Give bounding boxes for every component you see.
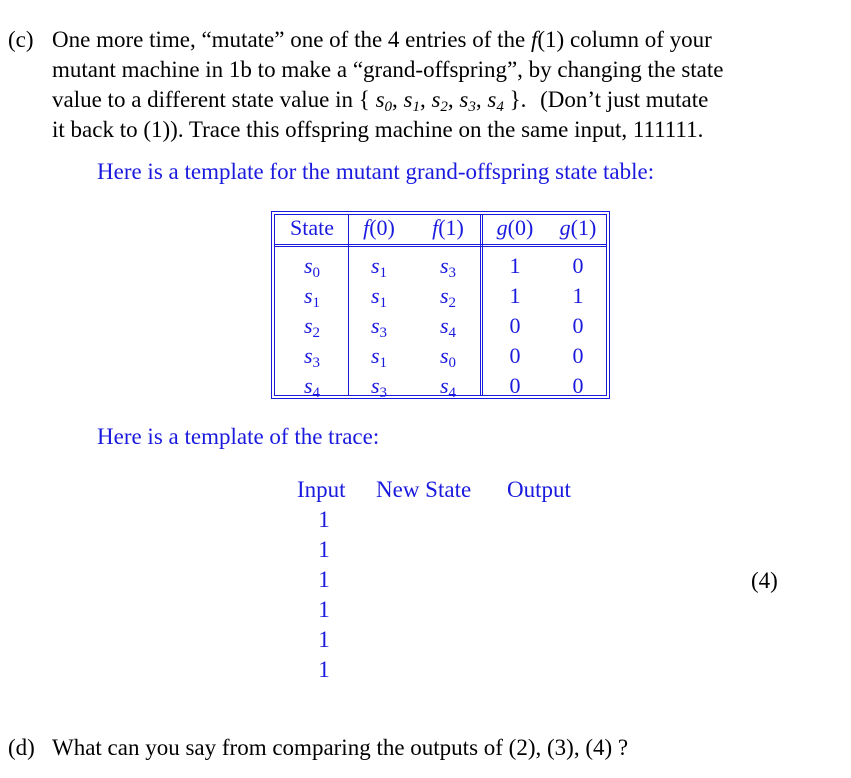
state-table-cell-1-g1: 1 [572,283,584,308]
trace-input-2: 1 [318,537,330,562]
state-table-cell-2-f1: $s_4$ [439,313,457,341]
state-table-header-1: f(0) [363,215,395,240]
part-c-line-3-close: }. [509,87,527,112]
state-table-cell-2-g1: 0 [572,313,584,338]
state-set-symbol-4: $s_4$ [487,87,504,115]
part-c-line-1-text: One more time, “mutate” one of the 4 entries of the [52,27,526,52]
state-table [271,211,610,399]
state-table-caption: Here is a template for the mutant grand-offspring state table: [97,159,655,184]
state-table-cell-3-f1: $s_0$ [439,343,457,371]
state-table-cell-4-state: $s_4$ [303,373,321,401]
part-c-line-1-tail: (1) column of your [537,27,712,52]
state-table-cell-3-state: $s_3$ [303,343,321,371]
state-table-cell-1-state: $s_1$ [303,283,321,311]
state-table-cell-0-g0: 1 [509,253,521,278]
state-set-symbol-0: $s_0$ [375,87,393,115]
function-f-symbol: f [531,27,538,52]
state-table-header-0: State [290,215,334,240]
state-table-cell-4-g1: 0 [572,373,584,398]
state-set-symbol-2: $s_2$ [431,87,448,115]
state-table-cell-2-f0: $s_3$ [370,313,388,341]
trace-input-5: 1 [318,627,330,652]
state-set-symbol-3: $s_3$ [459,87,476,115]
state-table-cell-4-f0: $s_3$ [370,373,388,401]
trace-caption: Here is a template of the trace: [97,424,380,449]
state-table-cell-4-g0: 0 [509,373,521,398]
trace-header-new-state: New State [376,477,472,502]
state-set-symbol-1: $s_1$ [403,87,420,115]
state-table-cell-4-f1: $s_4$ [439,373,457,401]
state-table-cell-2-g0: 0 [509,313,521,338]
part-c-label: (c) [8,27,34,52]
state-set: $s_0$, $s_1$, $s_2$, $s_3$, $s_4$ [375,87,504,115]
points-label: (4) [751,568,778,593]
trace-header-input: Input [297,477,346,502]
state-table-cell-3-g1: 0 [572,343,584,368]
state-table-cell-3-f0: $s_1$ [370,343,388,371]
part-d-text: What can you say from comparing the outputs of (2), (3), (4) ? [52,735,629,760]
state-table-header-2: f(1) [432,215,464,240]
part-c-line-3-tail: (Don’t just mutate [540,87,709,112]
state-table-cell-1-f1: $s_2$ [439,283,457,311]
part-c-line-2: mutant machine in 1b to make a “grand-offspring”, by changing the state [52,57,724,82]
state-table-cell-0-g1: 0 [572,253,584,278]
state-table-header-4: g(1) [559,215,597,240]
trace-input-4: 1 [318,597,330,622]
part-c-line-3 [52,85,708,115]
part-c-line-4: it back to (1)). Trace this offspring machine on the same input, 111111. [52,117,704,142]
trace-input-3: 1 [318,567,330,592]
state-table-cell-1-f0: $s_1$ [370,283,388,311]
trace-input-1: 1 [318,507,330,532]
state-table-cell-0-f1: $s_3$ [439,253,457,281]
part-c-line-1 [52,25,712,55]
trace-header-output: Output [507,477,571,502]
part-c-line-3-head: value to a different state value in { [52,87,370,112]
state-table-header-3: g(0) [496,215,534,240]
state-table-cell-0-f0: $s_1$ [370,253,388,281]
trace-input-6: 1 [318,657,330,682]
state-table-cell-0-state: $s_0$ [303,253,321,281]
state-table-cell-1-g0: 1 [509,283,521,308]
part-d-label: (d) [8,735,35,760]
state-table-cell-3-g0: 0 [509,343,521,368]
state-table-cell-2-state: $s_2$ [303,313,321,341]
